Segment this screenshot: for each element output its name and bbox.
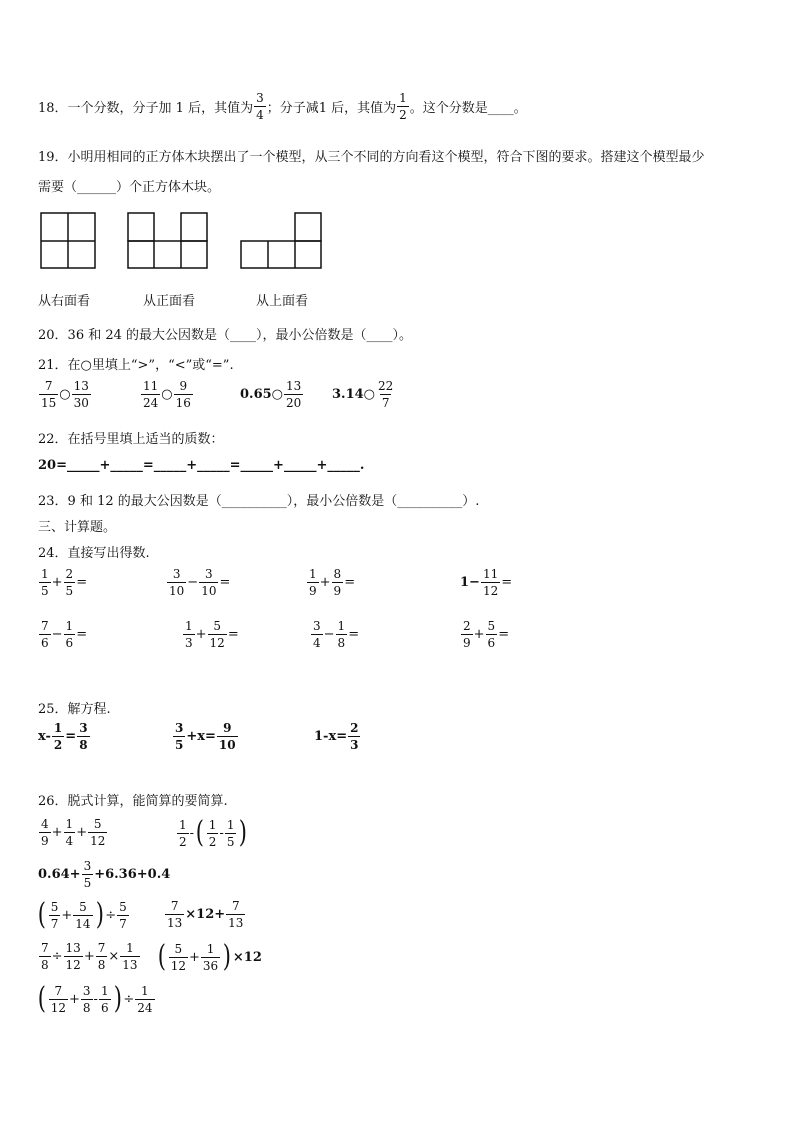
q26-expr-3: 0.64+ $\frac{3}{5}$ +6.36+0.4 bbox=[38, 859, 171, 890]
fraction: $\frac{1}{24}$ bbox=[137, 983, 153, 1015]
q21-left-value: 0.65○ bbox=[240, 387, 284, 402]
q26-expr-8: ( 7 12 + $\frac{3}{8}$ - 1 6 ) ÷ $\frac{1}{24}$ bbox=[37, 981, 153, 1016]
fraction: 13 30 bbox=[73, 379, 89, 410]
q21-item-4 bbox=[332, 380, 396, 409]
fraction: $\frac{7}{13}$ bbox=[167, 899, 183, 930]
fraction: $\frac{5}{7}$ bbox=[119, 899, 127, 931]
fraction: 2 9 bbox=[463, 619, 471, 650]
q21-title: 21．在○里填上“>”，“<”或“=”. bbox=[38, 358, 234, 373]
fraction: $\frac{9}{10}$ bbox=[218, 721, 236, 752]
q18-text-1: 一个分数，分子加 1 后，其值为 bbox=[67, 101, 254, 116]
q25-equation-3: 1-x= $\frac{2}{3}$ bbox=[314, 721, 359, 752]
section-heading: 三、计算题。 bbox=[38, 520, 117, 535]
operator: + bbox=[473, 627, 485, 642]
fraction: $\frac{3}{5}$ bbox=[83, 859, 92, 890]
fraction: $\frac{3}{10}$ bbox=[201, 567, 217, 598]
q24-title: 24．直接写出得数. bbox=[38, 546, 150, 561]
q19-line-2: 需要（______）个正方体木块。 bbox=[38, 180, 221, 195]
equals-sign: = bbox=[344, 575, 356, 590]
fraction: $\frac{1}{2}$ bbox=[53, 721, 63, 752]
fraction: 7 15 bbox=[41, 379, 57, 410]
equals-sign: = bbox=[76, 575, 88, 590]
q26-expr-4: ( 5 7 + $\frac{5}{14}$ ) ÷ $\frac{5}{7}$ bbox=[37, 897, 127, 932]
compare-circle: ○ bbox=[161, 387, 173, 402]
equals-sign: = bbox=[227, 627, 239, 642]
q24-left-value: 1− bbox=[460, 575, 480, 590]
q18-text-2: ；分子减1 后，其值为 bbox=[266, 101, 397, 116]
equals-sign: = bbox=[219, 575, 231, 590]
q25-title: 25．解方程. bbox=[38, 702, 111, 717]
fraction: 1 2 bbox=[399, 91, 407, 122]
fraction: $\frac{13}{12}$ bbox=[65, 941, 81, 972]
q26-title: 26．脱式计算，能简算的要简算. bbox=[38, 794, 228, 809]
fraction: 1 2 bbox=[208, 817, 217, 849]
q24-expr-1 bbox=[38, 568, 87, 597]
question-20: 20．36 和 24 的最大公因数是（____），最小公倍数是（____）。 bbox=[38, 328, 413, 343]
fraction: $\frac{3}{8}$ bbox=[82, 983, 91, 1015]
q26-expr-5: $\frac{7}{13}$ ×12+ $\frac{7}{13}$ bbox=[167, 899, 244, 930]
equals-sign: = bbox=[498, 627, 510, 642]
fraction: 22 7 bbox=[378, 379, 394, 410]
operator: − bbox=[323, 627, 335, 642]
fraction: 1 5 bbox=[41, 567, 49, 598]
fraction: 3 5 bbox=[175, 721, 184, 752]
fraction: 1 2 bbox=[179, 817, 187, 849]
fraction: $\frac{7}{8}$ bbox=[41, 941, 49, 972]
fraction: $\frac{5}{6}$ bbox=[487, 619, 496, 650]
fraction: $\frac{2}{5}$ bbox=[65, 567, 74, 598]
q24-expr-4 bbox=[460, 568, 512, 597]
fraction: $\frac{1}{13}$ bbox=[122, 941, 138, 972]
fraction: 1 5 bbox=[226, 817, 235, 849]
fraction: 5 12 bbox=[170, 941, 186, 973]
q26-expr-7: ( 5 12 + $\frac{1}{36}$ ) ×12 bbox=[157, 939, 262, 974]
parenthesized-group: ( 5 7 + $\frac{5}{14}$ ) bbox=[37, 897, 104, 932]
parenthesized-group: ( 5 12 + $\frac{1}{36}$ ) bbox=[157, 939, 232, 974]
equals-sign: = bbox=[348, 627, 360, 642]
fraction: 5 7 bbox=[50, 899, 59, 931]
q24-expr-6 bbox=[182, 620, 239, 649]
q19-line-1: 19．小明用相同的正方体木块摆出了一个模型，从三个不同的方向看这个模型，符合下图的要求。搭建这个模型最少 bbox=[38, 150, 705, 165]
q24-expr-3 bbox=[306, 568, 355, 597]
fraction: 7 6 bbox=[41, 619, 49, 650]
fraction: $\frac{2}{3}$ bbox=[350, 721, 359, 752]
fraction: $\frac{1}{6}$ bbox=[65, 619, 74, 650]
fraction: $\frac{8}{9}$ bbox=[333, 567, 342, 598]
q25-equation-2: 3 5 +x= $\frac{9}{10}$ bbox=[175, 721, 236, 752]
q21-item-2 bbox=[140, 380, 194, 409]
q18-number: 18． bbox=[38, 101, 68, 116]
equals-sign: = bbox=[501, 575, 513, 590]
parenthesized-group: ( 1 2 - 1 5 ) bbox=[195, 815, 248, 850]
fraction: $\frac{1}{8}$ bbox=[337, 619, 346, 650]
fraction: 7 12 bbox=[50, 983, 66, 1015]
fraction: $\frac{7}{13}$ bbox=[228, 899, 244, 930]
q26-expr-2: 1 2 - ( 1 2 - 1 5 ) bbox=[179, 815, 248, 850]
fraction: 13 20 bbox=[286, 379, 302, 410]
q24-expr-8 bbox=[460, 620, 509, 649]
q26-expr-6: $\frac{7}{8}$ ÷ $\frac{13}{12}$ + $\frac{7}{8}$ × $\frac{1}{13}$ bbox=[41, 941, 138, 972]
operator: + bbox=[51, 575, 63, 590]
fraction: 9 16 bbox=[175, 379, 191, 410]
operator: − bbox=[51, 627, 63, 642]
q25-equation-1: x- $\frac{1}{2}$ = $\frac{3}{8}$ bbox=[38, 721, 88, 752]
question-18 bbox=[38, 92, 527, 121]
label-from-right: 从右面看 bbox=[38, 294, 91, 309]
fraction: $\frac{5}{14}$ bbox=[75, 899, 91, 931]
operator: + bbox=[195, 627, 207, 642]
label-from-front: 从正面看 bbox=[143, 294, 196, 309]
fraction: 3 10 bbox=[169, 567, 185, 598]
parenthesized-group: ( 7 12 + $\frac{3}{8}$ - 1 6 ) bbox=[37, 981, 122, 1016]
view-from-right-figure bbox=[40, 212, 96, 270]
fraction: 1 6 bbox=[100, 983, 109, 1015]
fraction: 1 3 bbox=[185, 619, 193, 650]
view-from-top-figure bbox=[240, 212, 323, 270]
fraction: $\frac{1}{4}$ bbox=[65, 817, 74, 848]
q21-item-3 bbox=[240, 380, 304, 409]
label-from-top: 从上面看 bbox=[256, 294, 309, 309]
equals-sign: = bbox=[76, 627, 88, 642]
q18-text-3: 。这个分数是____。 bbox=[409, 101, 527, 116]
fraction: 1 9 bbox=[309, 567, 317, 598]
compare-circle: ○ bbox=[59, 387, 71, 402]
q21-item-1 bbox=[38, 380, 92, 409]
q22-title: 22．在括号里填上适当的质数： bbox=[38, 432, 224, 447]
fraction: $\frac{5}{12}$ bbox=[90, 817, 106, 848]
view-from-front-figure bbox=[127, 212, 209, 270]
q24-expr-7 bbox=[310, 620, 359, 649]
question-23: 23．9 和 12 的最大公因数是（__________），最小公倍数是（__________）. bbox=[38, 494, 480, 509]
fraction: 3 4 bbox=[313, 619, 321, 650]
fraction: 11 24 bbox=[143, 379, 159, 410]
fraction: $\frac{11}{12}$ bbox=[482, 567, 499, 598]
fraction: $\frac{7}{8}$ bbox=[97, 941, 106, 972]
fraction: $\frac{3}{8}$ bbox=[79, 721, 88, 752]
q21-left-value: 3.14○ bbox=[332, 387, 376, 402]
fraction: $\frac{1}{36}$ bbox=[202, 941, 219, 973]
q26-expr-1: 4 9 + $\frac{1}{4}$ + $\frac{5}{12}$ bbox=[41, 817, 106, 848]
operator: + bbox=[319, 575, 331, 590]
fraction: 4 9 bbox=[41, 817, 49, 848]
fraction: 3 4 bbox=[256, 91, 264, 122]
operator: − bbox=[187, 575, 199, 590]
q22-equation-line: 20=_____+_____=_____+_____=_____+_____+_____. bbox=[38, 458, 365, 473]
q24-expr-5 bbox=[38, 620, 87, 649]
fraction: $\frac{5}{12}$ bbox=[209, 619, 225, 650]
q24-expr-2 bbox=[166, 568, 230, 597]
